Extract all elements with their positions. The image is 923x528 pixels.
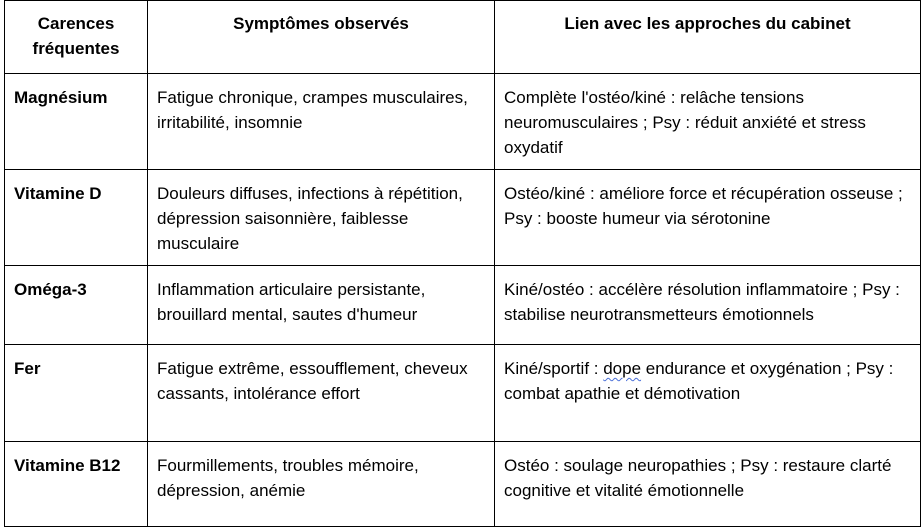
- table-row: [5, 74, 921, 170]
- nutrient-cell: Magnésium: [5, 74, 148, 170]
- symptoms-cell: Fatigue chronique, crampes musculaires, irritabilité, insomnie: [148, 74, 495, 170]
- link-cell: Ostéo : soulage neuropathies ; Psy : restaure clarté cognitive et vitalité émotionnelle: [495, 442, 921, 527]
- table-header-row: [5, 1, 921, 74]
- table-row: [5, 170, 921, 266]
- deficiency-table: [4, 0, 921, 527]
- link-cell: [495, 345, 921, 442]
- header-link: Lien avec les approches du cabinet: [495, 1, 921, 74]
- table-row: [5, 442, 921, 527]
- link-text-before: Kiné/sportif :: [504, 359, 604, 378]
- nutrient-cell: Fer: [5, 345, 148, 442]
- link-cell: Complète l'ostéo/kiné : relâche tensions neuromusculaires ; Psy : réduit anxiété et stress oxydatif: [495, 74, 921, 170]
- nutrient-cell: Oméga-3: [5, 266, 148, 345]
- symptoms-cell: Douleurs diffuses, infections à répétition, dépression saisonnière, faiblesse musculaire: [148, 170, 495, 266]
- link-text-after: endurance et oxygénation ; Psy : combat apathie et démotivation: [504, 359, 894, 403]
- header-deficiencies: Carences fréquentes: [5, 1, 148, 74]
- link-cell: Kiné/ostéo : accélère résolution inflammatoire ; Psy : stabilise neurotransmetteurs émotionnels: [495, 266, 921, 345]
- nutrient-cell: Vitamine B12: [5, 442, 148, 527]
- header-symptoms: Symptômes observés: [148, 1, 495, 74]
- symptoms-cell: Fourmillements, troubles mémoire, dépression, anémie: [148, 442, 495, 527]
- nutrient-cell: Vitamine D: [5, 170, 148, 266]
- symptoms-cell: Inflammation articulaire persistante, brouillard mental, sautes d'humeur: [148, 266, 495, 345]
- link-cell: Ostéo/kiné : améliore force et récupération osseuse ; Psy : booste humeur via sérotonine: [495, 170, 921, 266]
- symptoms-cell: Fatigue extrême, essoufflement, cheveux cassants, intolérance effort: [148, 345, 495, 442]
- table-row: [5, 345, 921, 442]
- spellcheck-flagged-word[interactable]: dope: [603, 359, 642, 378]
- table-row: [5, 266, 921, 345]
